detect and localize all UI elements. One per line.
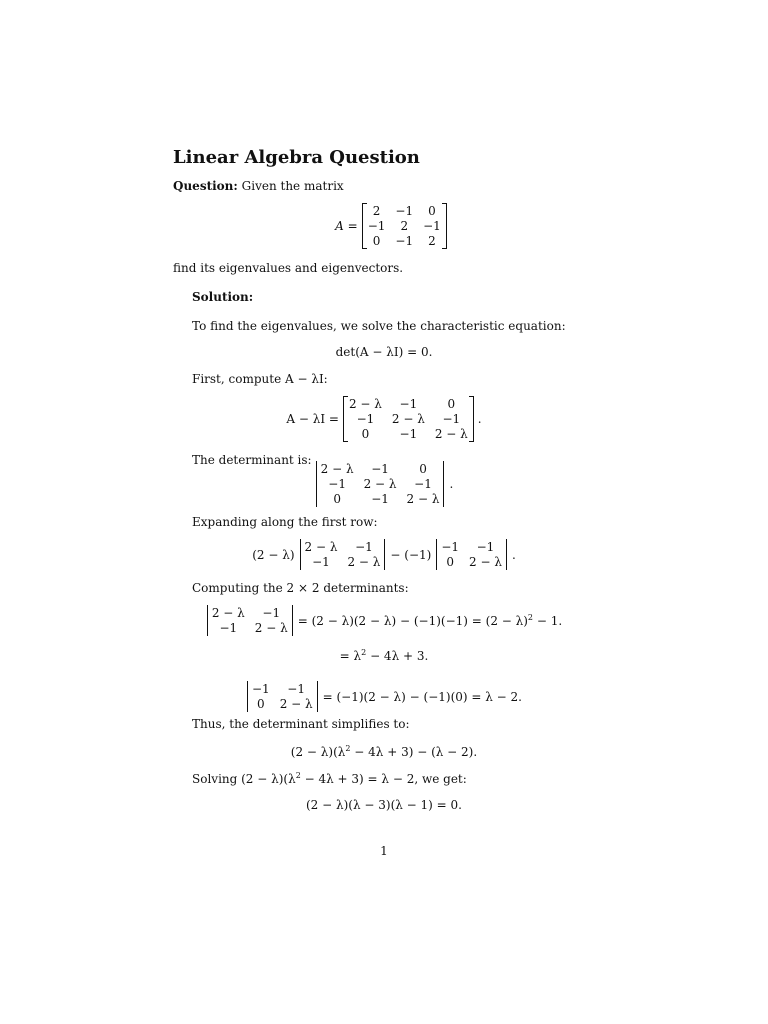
matrix-cell: −1 [312, 555, 330, 569]
matrix-cell: −1 [367, 219, 386, 233]
matrix-cell: 0 [447, 397, 456, 411]
matrix-cell: −1 [399, 397, 418, 411]
matrix-cell: −1 [262, 606, 281, 620]
matrix-cell: −1 [414, 477, 432, 491]
matrix-cell: −1 [328, 477, 346, 491]
expansion-tail: . [511, 547, 516, 562]
matrix-cell: −1 [356, 412, 375, 426]
matrix-cell: 2 − λ [279, 697, 313, 711]
determinant-2x2-a-equation [0, 606, 768, 635]
matrix-cell: 0 [428, 204, 436, 218]
matrix-a-minus-li [343, 397, 474, 441]
matrix-cell: 2 − λ [406, 492, 440, 506]
eq-post: − 4λ + 3) − (λ − 2). [350, 745, 478, 759]
matrix-cell: 2 − λ [348, 397, 382, 411]
paragraph-3: The determinant is: [192, 453, 312, 467]
eq-pre: = λ [339, 649, 362, 663]
determinant-3x3-equation [0, 462, 768, 506]
matrix-cell: −1 [355, 540, 373, 554]
p7-post: − 4λ + 3) = λ − 2, we get: [300, 772, 467, 786]
matrix-cell: 2 − λ [391, 412, 425, 426]
matrix-cell: 2 − λ [363, 477, 397, 491]
matrix-cell: −1 [395, 204, 414, 218]
expansion-equation [0, 540, 768, 569]
matrix-cell: 2 [400, 219, 409, 233]
matrix-cell: 0 [446, 555, 454, 569]
question-label: Question: [173, 179, 238, 193]
determinant-3x3-tail: . [449, 477, 454, 491]
matrix-cell: 2 − λ [320, 462, 354, 476]
matrix-a-equation [0, 204, 768, 248]
matrix-cell: −1 [371, 462, 389, 476]
rhs-text: = (2 − λ)(2 − λ) − (−1)(−1) = (2 − λ) [297, 614, 528, 628]
paragraph-5: Computing the 2 × 2 determinants: [192, 581, 409, 595]
solution-label: Solution: [192, 290, 254, 304]
matrix-cell: 2 [372, 204, 381, 218]
paragraph-4: Expanding along the first row: [192, 515, 378, 529]
equation-final: (2 − λ)(λ − 3)(λ − 1) = 0. [306, 798, 462, 812]
eq-post: − 4λ + 3. [366, 649, 429, 663]
matrix-cell: 2 − λ [434, 427, 468, 441]
matrix-cell: −1 [287, 682, 305, 696]
matrix-cell: 2 − λ [211, 606, 245, 620]
equation-quadratic [0, 648, 768, 663]
superscript: 2 [345, 744, 351, 753]
question-after: find its eigenvalues and eigenvectors. [173, 261, 404, 275]
matrix-cell: −1 [476, 540, 495, 554]
eq-pre: (2 − λ)(λ [290, 745, 346, 759]
expansion-middle: − (−1) [390, 547, 432, 562]
matrix-cell: 2 − λ [304, 540, 338, 554]
determinant-2x2-a-rhs [298, 613, 562, 628]
expansion-prefix: (2 − λ) [252, 547, 295, 562]
paragraph-6: Thus, the determinant simplifies to: [192, 717, 410, 731]
matrix-cell: 2 − λ [469, 555, 502, 569]
matrix-cell: 2 − λ [347, 555, 381, 569]
p7-pre: Solving (2 − λ)(λ [192, 772, 296, 786]
matrix-a-lhs: A = [335, 219, 358, 233]
superscript: 2 [361, 648, 367, 657]
paragraph-1: To find the eigenvalues, we solve the characteristic equation: [192, 319, 566, 333]
matrix-cell: 0 [361, 427, 370, 441]
superscript: 2 [527, 613, 534, 622]
matrix-cell: 0 [372, 234, 381, 248]
matrix-cell: 2 − λ [254, 621, 288, 635]
matrix-cell: −1 [219, 621, 238, 635]
matrix-cell: 2 [428, 234, 436, 248]
matrix-cell: −1 [442, 412, 461, 426]
rhs-tail: − 1. [533, 614, 563, 628]
determinant-2x2-a [206, 606, 294, 635]
minor-1 [299, 540, 387, 569]
question-line [173, 179, 344, 193]
determinant-2x2-b-equation [0, 682, 768, 711]
matrix-a-minus-li-tail: . [477, 412, 482, 426]
matrix-cell: −1 [423, 219, 441, 233]
page-title: Linear Algebra Question [173, 147, 420, 168]
page-number: 1 [380, 844, 388, 858]
question-text: Given the matrix [241, 179, 344, 193]
superscript: 2 [295, 771, 301, 780]
matrix-a-minus-li-equation [0, 397, 768, 441]
matrix-cell: 0 [333, 492, 341, 506]
paragraph-2: First, compute A − λI: [192, 372, 328, 386]
minor-2 [435, 540, 508, 569]
equation-det: det(A − λI) = 0. [335, 345, 433, 359]
matrix-cell: 0 [419, 462, 427, 476]
matrix-cell: −1 [441, 540, 460, 554]
determinant-2x2-b [246, 682, 319, 711]
equation-simplified [0, 744, 768, 759]
matrix-a [362, 204, 447, 248]
determinant-2x2-b-rhs: = (−1)(2 − λ) − (−1)(0) = λ − 2. [322, 689, 522, 704]
matrix-cell: 0 [257, 697, 265, 711]
matrix-cell: −1 [251, 682, 270, 696]
paragraph-7 [192, 771, 467, 786]
matrix-cell: −1 [399, 427, 418, 441]
determinant-3x3 [315, 462, 446, 506]
matrix-a-minus-li-lhs: A − λI = [286, 412, 339, 426]
matrix-cell: −1 [395, 234, 414, 248]
matrix-cell: −1 [371, 492, 389, 506]
